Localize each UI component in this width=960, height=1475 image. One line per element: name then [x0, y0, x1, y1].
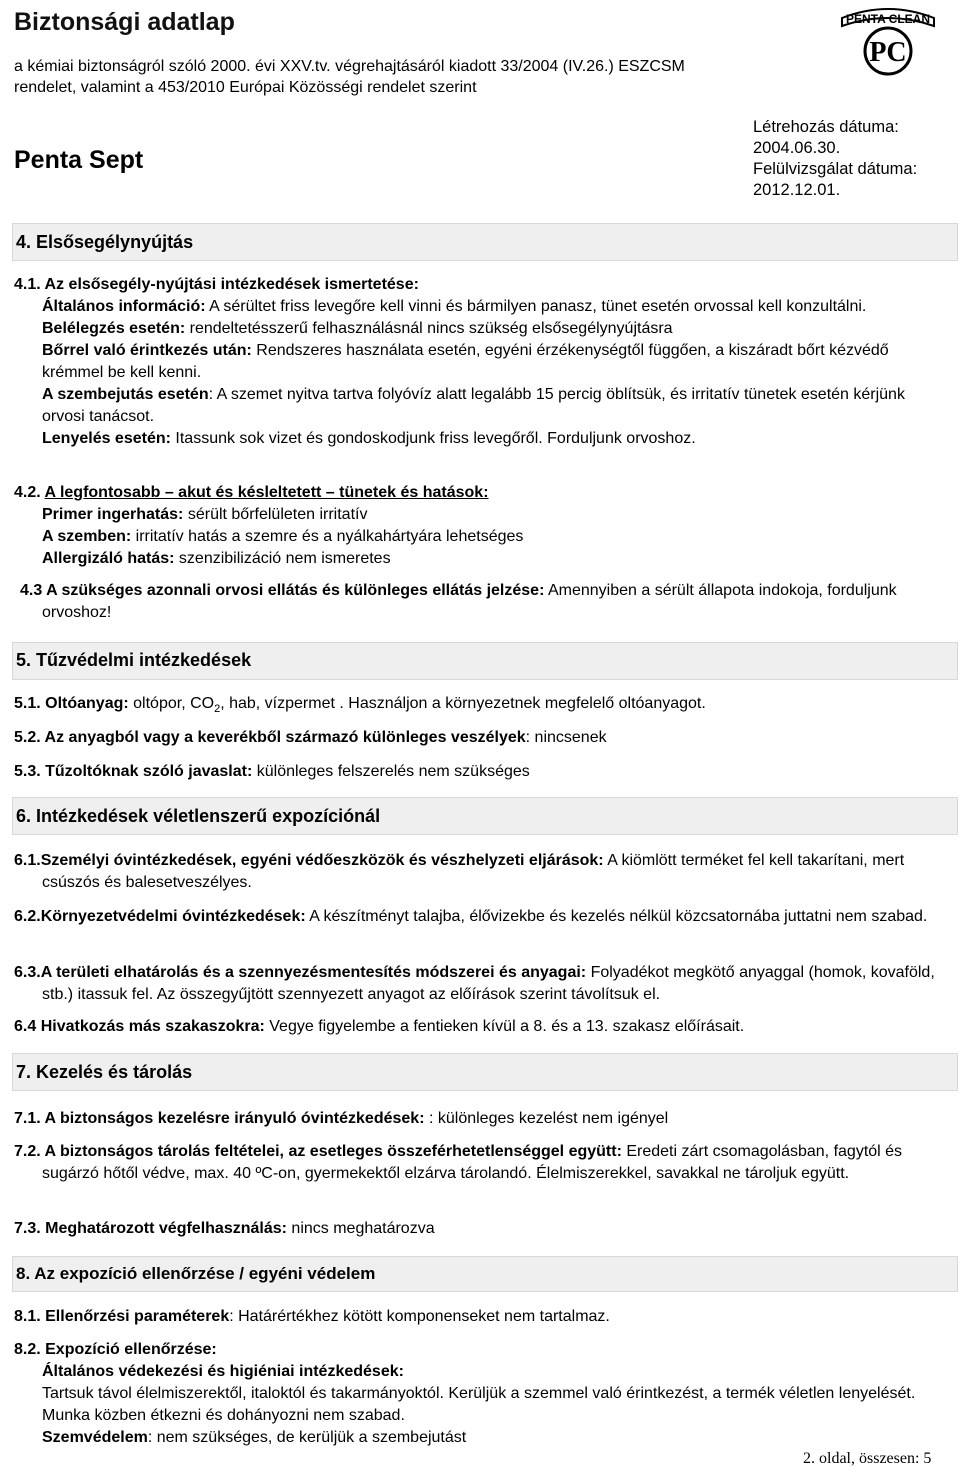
document-subtitle	[14, 56, 814, 98]
section-6-title: 6. Intézkedések véletlenszerű expozíciónál	[16, 806, 381, 826]
s6-2-text: A készítményt talajba, élővizekbe és kezelés nélkül közcsatornába juttatni nem szabad.	[305, 908, 928, 925]
subtitle-line-2: rendelet, valamint a 453/2010 Európai Közösségi rendelet szerint	[14, 79, 477, 96]
s6-3-text: Folyadékot megkötő anyaggal (homok, kovaföld, stb.) itassuk fel. Az összegyűjtött szennyezett anyagot az előírások szerint távolítsuk el.	[42, 964, 935, 1003]
section-6-1	[14, 850, 946, 894]
section-5-3	[14, 761, 946, 783]
created-label: Létrehozás dátuma:	[753, 118, 899, 136]
section-7-heading	[12, 1053, 958, 1091]
s4-1-general-text: A sérültet friss levegőre kell vinni és bármilyen panasz, tünet esetén orvossal kell konzultálni.	[205, 298, 867, 315]
section-6-4	[14, 1016, 946, 1038]
product-name: Penta Sept	[14, 146, 144, 174]
section-5-1	[14, 693, 946, 720]
s4-2-allergy-label: Allergizáló hatás:	[42, 550, 175, 567]
section-8-heading	[12, 1256, 958, 1292]
s4-3-text: Amennyiben a sérült állapota indokoja, forduljunk orvoshoz!	[42, 582, 897, 621]
page-number: 2. oldal, összesen: 5	[803, 1450, 932, 1467]
s6-4-text: Vegye figyelembe a fentieken kívül a 8. és a 13. szakasz előírásait.	[264, 1018, 745, 1035]
revised-date: 2012.12.01.	[753, 181, 841, 199]
s4-1-inhale-label: Belélegzés esetén:	[42, 320, 186, 337]
section-7-1	[14, 1108, 946, 1130]
section-7-title: 7. Kezelés és tárolás	[16, 1062, 193, 1082]
s7-1-label: 7.1. A biztonságos kezelésre irányuló óvintézkedések:	[14, 1110, 425, 1127]
s5-3-text: különleges felszerelés nem szükséges	[252, 763, 530, 780]
s5-1-subscript: 2	[214, 703, 221, 716]
section-4-heading	[12, 223, 958, 261]
created-date: 2004.06.30.	[753, 139, 841, 157]
s4-2-primary-label: Primer ingerhatás:	[42, 506, 184, 523]
s4-2-eye-label: A szemben:	[42, 528, 132, 545]
section-7-3	[14, 1218, 946, 1240]
date-block	[753, 117, 917, 201]
section-8-title: 8. Az expozíció ellenőrzése / egyéni védelem	[16, 1264, 376, 1283]
s5-1-text-b: , hab, vízpermet . Használjon a környezetnek megfelelő oltóanyagot.	[220, 695, 706, 712]
section-4-3	[20, 580, 940, 624]
s4-2-primary-text: sérült bőrfelületen irritatív	[183, 506, 368, 523]
logo-mark: PC	[869, 37, 907, 68]
s6-1-label: 6.1.Személyi óvintézkedések, egyéni védőeszközök és vészhelyzeti eljárások:	[14, 852, 604, 869]
section-5-heading	[12, 642, 958, 680]
s4-2-allergy-text: szenzibilizáció nem ismeretes	[174, 550, 391, 567]
s8-2-eye-label: Szemvédelem	[42, 1429, 148, 1446]
s5-1-text-a: oltópor, CO	[128, 695, 215, 712]
s5-2-text: : nincsenek	[525, 729, 607, 746]
s4-1-skin-text: Rendszeres használata esetén, egyéni érzékenységtől függően, a kiszáradt bőrt kézvédő krémmel be kell kenni.	[42, 342, 889, 381]
section-4-title: 4. Elsősegélynyújtás	[16, 232, 194, 252]
s4-1-eye-label: A szembejutás esetén	[42, 386, 209, 403]
section-6-2	[14, 906, 946, 928]
s4-2-eye-text: irritatív hatás a szemre és a nyálkahártyára lehetséges	[131, 528, 524, 545]
s4-1-eye-text: : A szemet nyitva tartva folyóvíz alatt legalább 15 percig öblítsük, és irritatív tünetek esetén kérjünk orvosi tanácsot.	[42, 386, 905, 425]
s4-1-skin-label: Bőrrel való érintkezés után:	[42, 342, 252, 359]
s7-2-label: 7.2. A biztonságos tárolás feltételei, az esetleges összeférhetetlenséggel együtt:	[14, 1143, 622, 1160]
s8-1-text: : Határértékhez kötött komponenseket nem tartalmaz.	[229, 1308, 610, 1325]
s5-3-label: 5.3. Tűzoltóknak szóló javaslat:	[14, 763, 253, 780]
section-5-2	[14, 727, 946, 749]
section-6-3	[14, 962, 946, 1006]
subtitle-line-1: a kémiai biztonságról szóló 2000. évi XXV.tv. végrehajtásáról kiadott 33/2004 (IV.26.) ESZCSM	[14, 58, 685, 75]
section-8-1	[14, 1306, 946, 1328]
penta-clean-logo	[838, 4, 938, 78]
s4-1-swallow-label: Lenyelés esetén:	[42, 430, 171, 447]
s5-1-label: 5.1. Oltóanyag:	[14, 695, 129, 712]
revised-label: Felülvizsgálat dátuma:	[753, 160, 918, 178]
section-7-2	[14, 1141, 946, 1185]
s8-2-eye-text: : nem szükséges, de kerüljük a szembejutást	[147, 1429, 467, 1446]
s5-2-label: 5.2. Az anyagból vagy a keverékből származó különleges veszélyek	[14, 729, 526, 746]
s8-2-general-text: Tartsuk távol élelmiszerektől, italoktól és takarmányoktól. Kerüljük a szemmel való érintkezést, a termék véletlen lenyelését. Munka közben étkezni és dohányozni nem szabad.	[42, 1385, 916, 1424]
s8-1-label: 8.1. Ellenőrzési paraméterek	[14, 1308, 230, 1325]
s4-2-number: 4.2.	[14, 484, 45, 501]
s4-1-inhale-text: rendeltetésszerű felhasználásnál nincs szükség elsősegélynyújtásra	[185, 320, 673, 337]
s8-2-label: 8.2. Expozíció ellenőrzése:	[14, 1341, 217, 1358]
s4-1-heading: 4.1. Az elsősegély-nyújtási intézkedések ismertetése:	[14, 276, 419, 293]
section-4-2	[14, 482, 946, 570]
s7-2-text: Eredeti zárt csomagolásban, fagytól és sugárzó hőtől védve, max. 40 ºC-on, gyermekektől elzárva tárolandó. Élelmiszerekkel, savakkal ne tároljuk együtt.	[42, 1143, 903, 1182]
s4-1-general-label: Általános információ:	[42, 298, 206, 315]
s7-3-text: nincs meghatározva	[286, 1220, 435, 1237]
section-4-1	[14, 274, 946, 450]
s6-1-text: A kiömlött terméket fel kell takarítani, mert csúszós és balesetveszélyes.	[42, 852, 905, 891]
s6-3-label: 6.3.A területi elhatárolás és a szennyezésmentesítés módszerei és anyagai:	[14, 964, 587, 981]
s4-1-swallow-text: Itassunk sok vizet és gondoskodjunk friss levegőről. Forduljunk orvoshoz.	[170, 430, 696, 447]
section-5-title: 5. Tűzvédelmi intézkedések	[16, 650, 252, 670]
document-title: Biztonsági adatlap	[14, 8, 235, 36]
s6-2-label: 6.2.Környezetvédelmi óvintézkedések:	[14, 908, 306, 925]
s7-1-text: : különleges kezelést nem igényel	[424, 1110, 669, 1127]
section-6-heading	[12, 797, 958, 835]
s7-3-label: 7.3. Meghatározott végfelhasználás:	[14, 1220, 287, 1237]
s6-4-label: 6.4 Hivatkozás más szakaszokra:	[14, 1018, 265, 1035]
section-8-2	[14, 1339, 946, 1449]
s4-3-label: 4.3 A szükséges azonnali orvosi ellátás és különleges ellátás jelzése:	[20, 582, 545, 599]
s8-2-general-label: Általános védekezési és higiéniai intézkedések:	[42, 1363, 404, 1380]
logo-text: PENTA CLEAN	[846, 12, 930, 26]
s4-2-heading: A legfontosabb – akut és késleltetett – tünetek és hatások:	[44, 484, 489, 501]
